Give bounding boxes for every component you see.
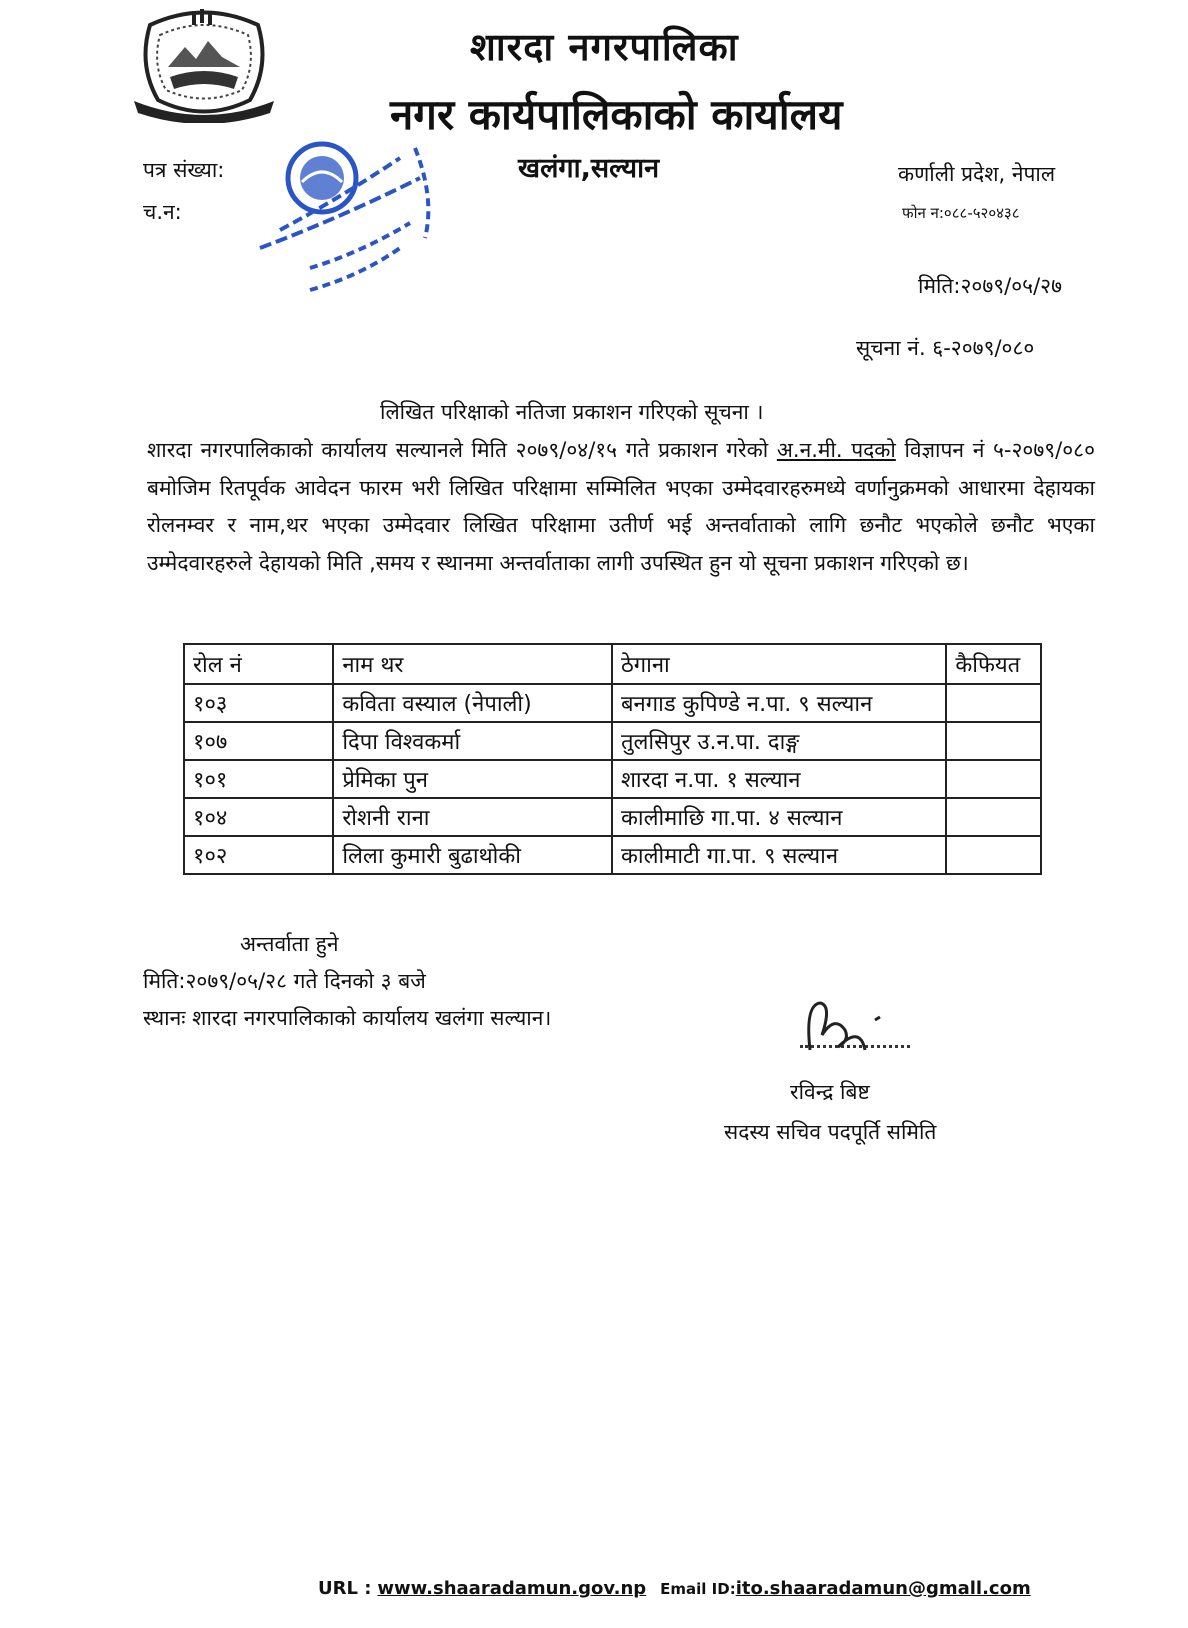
cell-remarks: [946, 760, 1041, 798]
cell-name: दिपा विश्वकर्मा: [333, 722, 612, 760]
cell-roll-no: १०१: [184, 760, 333, 798]
office-stamp: [250, 138, 440, 300]
table-row: [184, 836, 1041, 874]
cell-address: कालीमाछि गा.पा. ४ सल्यान: [612, 798, 946, 836]
website-link[interactable]: www.shaaradamun.gov.np: [377, 1578, 647, 1599]
table-row: [184, 760, 1041, 798]
province-text: कर्णाली प्रदेश, नेपाल: [898, 162, 1056, 186]
cell-remarks: [946, 722, 1041, 760]
notice-date: मिति:२०७९/०५/२७: [918, 274, 1062, 298]
notice-body: [147, 432, 1095, 582]
interview-place: स्थानः शारदा नगरपालिकाको कार्यालय खलंगा सल्यान।: [143, 1006, 552, 1030]
nepal-emblem-logo: [130, 5, 278, 123]
cell-roll-no: १०७: [184, 722, 333, 760]
cell-address: शारदा न.पा. १ सल्यान: [612, 760, 946, 798]
office-subtitle: नगर कार्यपालिकाको कार्यालय: [390, 90, 843, 139]
dispatch-number-label: च.न:: [143, 200, 182, 224]
email-label: Email ID:: [660, 1580, 736, 1598]
cell-roll-no: १०२: [184, 836, 333, 874]
interview-heading: अन्तर्वाता हुने: [240, 932, 339, 956]
notice-body-post: अ.न.मी. पदको: [776, 438, 896, 462]
url-label: URL :: [318, 1578, 372, 1599]
table-header-row: [184, 644, 1041, 684]
notice-body-part2: विज्ञापन नं ५-२०७९/०८० बमोजिम रितपूर्वक आवेदन फारम भरी लिखित परिक्षामा सम्मिलित भएका उम्मेदवारहरुमध्ये वर्णानुक्रमको आधारमा देहायका रोलनम्वर र नाम,थर भएका उम्मेदवार लिखित परिक्षामा उतीर्ण भई अन्तर्वाताको लागि छनौट भएकोले छनौट भएका उम्मेदवारहरुले देहायको मिति ,समय र स्थानमा अन्तर्वाताका लागी उपस्थित हुन यो सूचना प्रकाशन गरिएको छ।: [147, 438, 1095, 575]
table-row: [184, 684, 1041, 722]
cell-address: तुलसिपुर उ.न.पा. दाङ्ग: [612, 722, 946, 760]
email-link[interactable]: ito.shaaradamun@gmall.com: [735, 1578, 1031, 1599]
office-location: खलंगा,सल्यान: [518, 153, 660, 184]
notice-number: सूचना नं. ६-२०७९/०८०: [856, 336, 1035, 360]
results-table: [183, 643, 1042, 875]
footer: [318, 1578, 1031, 1599]
notice-body-part1: शारदा नगरपालिकाको कार्यालय सल्यानले मिति २०७९/०४/१५ गते प्रकाशन गरेको: [147, 438, 777, 462]
cell-name: प्रेमिका पुन: [333, 760, 612, 798]
cell-address: कालीमाटी गा.पा. ९ सल्यान: [612, 836, 946, 874]
letter-number-label: पत्र संख्या:: [143, 158, 225, 182]
table-row: [184, 722, 1041, 760]
cell-address: बनगाड कुपिण्डे न.पा. ९ सल्यान: [612, 684, 946, 722]
signature-line: [800, 1045, 910, 1048]
cell-roll-no: १०४: [184, 798, 333, 836]
cell-remarks: [946, 684, 1041, 722]
cell-name: रोशनी राना: [333, 798, 612, 836]
cell-remarks: [946, 798, 1041, 836]
cell-name: लिला कुमारी बुढाथोकी: [333, 836, 612, 874]
header-address: ठेगाना: [612, 644, 946, 684]
table-row: [184, 798, 1041, 836]
header-remarks: कैफियत: [946, 644, 1041, 684]
signatory-designation: सदस्य सचिव पदपूर्ति समिति: [724, 1120, 937, 1144]
cell-roll-no: १०३: [184, 684, 333, 722]
signatory-name: रविन्द्र बिष्ट: [790, 1080, 870, 1104]
header-name: नाम थर: [333, 644, 612, 684]
cell-remarks: [946, 836, 1041, 874]
office-title: शारदा नगरपालिका: [470, 25, 739, 69]
phone-number: फोन न:०८८-५२०४३८: [902, 204, 1020, 222]
header-roll-no: रोल नं: [184, 644, 333, 684]
interview-datetime: मिति:२०७९/०५/२८ गते दिनको ३ बजे: [143, 969, 426, 993]
signature: [790, 995, 890, 1065]
cell-name: कविता वस्याल (नेपाली): [333, 684, 612, 722]
notice-subject: लिखित परिक्षाको नतिजा प्रकाशन गरिएको सूचना ।: [380, 400, 764, 424]
